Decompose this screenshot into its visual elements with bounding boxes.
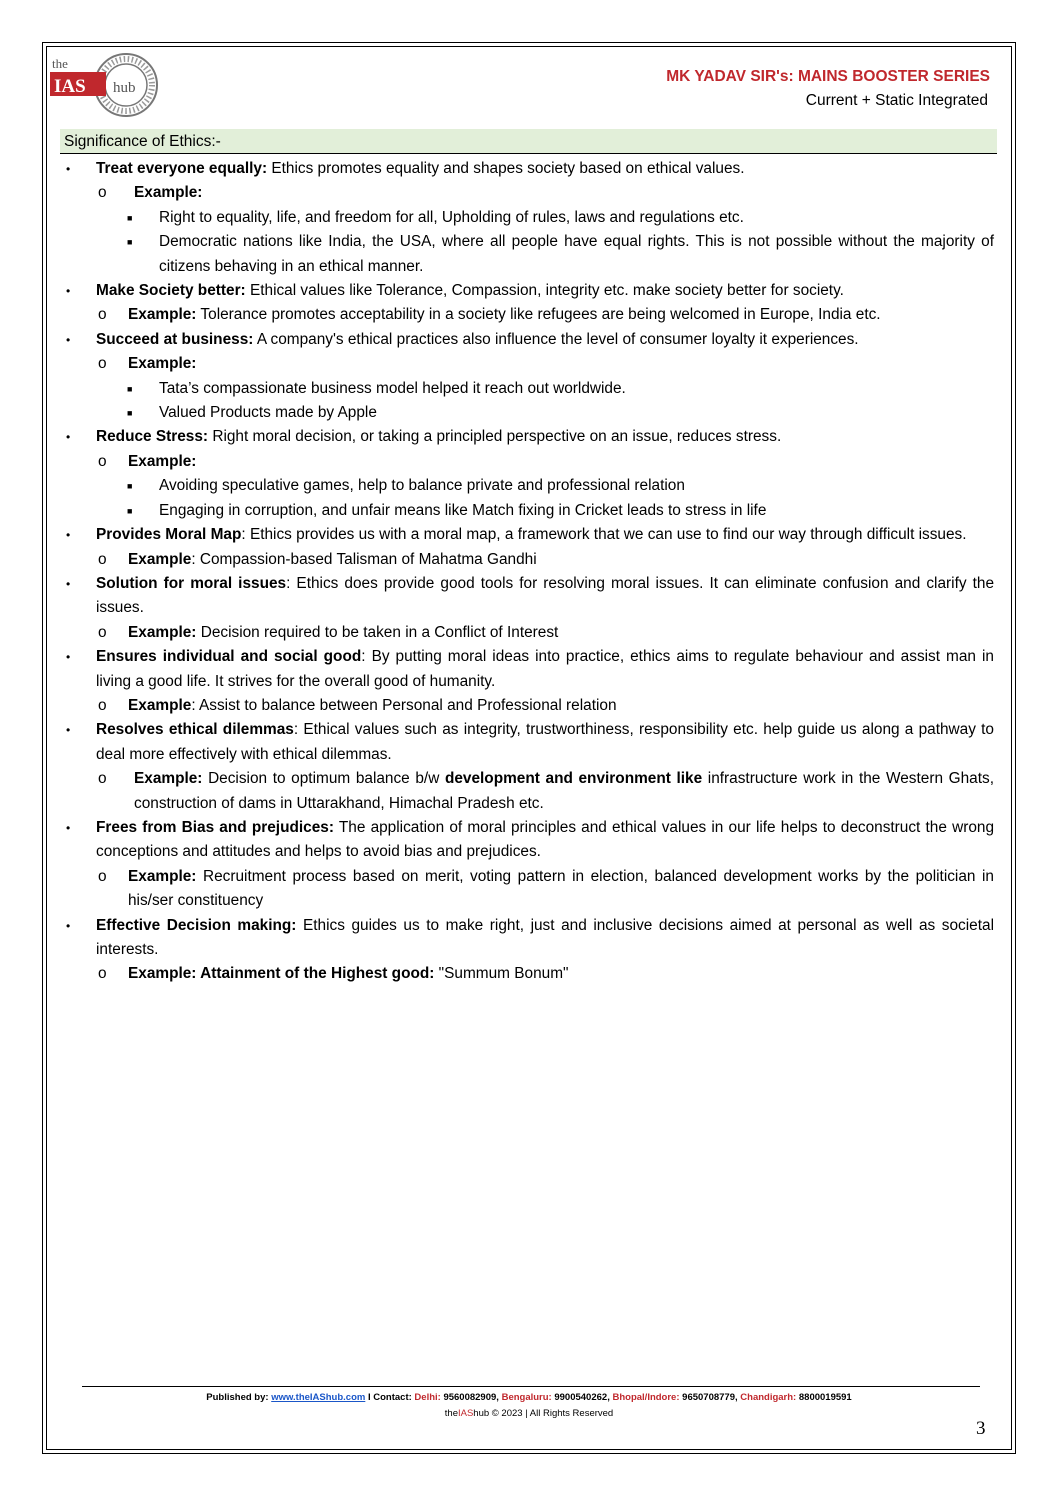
text: : Ethics provides us with a moral map, a framework that we can use to find our way through difficult issues. — [241, 526, 967, 544]
text: Ethical values like Tolerance, Compassion, integrity etc. make society better for society. — [245, 282, 844, 300]
text: Right to equality, life, and freedom for all, Upholding of rules, laws and regulations etc. — [159, 208, 744, 226]
bold-text: Example: — [128, 306, 197, 324]
bullet-marker-icon: • — [66, 576, 71, 591]
circle-marker-icon: o — [98, 623, 107, 641]
bullet-marker-icon: • — [66, 284, 71, 299]
square-marker-icon: ■ — [127, 408, 133, 419]
sub-bullet-item — [60, 206, 994, 230]
square-marker-icon: ■ — [127, 212, 133, 223]
bullet-item — [60, 425, 994, 449]
phone: 9650708779, — [679, 1392, 741, 1403]
phone: 9900540262, — [551, 1392, 613, 1403]
bullet-marker-icon: • — [66, 820, 71, 835]
example-item — [60, 303, 994, 327]
published-label: Published by: — [206, 1392, 272, 1403]
bullet-marker-icon: • — [66, 650, 71, 665]
bold-text: Succeed at business: — [96, 330, 254, 348]
text: infrastructure work in the Western Ghats, construction of dams in Uttarakhand, Himachal Pradesh etc. — [134, 770, 994, 812]
circle-marker-icon: o — [98, 355, 107, 373]
circle-marker-icon: o — [98, 965, 107, 983]
bold-text: Example — [128, 696, 192, 714]
circle-marker-icon: o — [98, 770, 107, 788]
copyright-pre: the — [444, 1408, 458, 1419]
contact-label: I Contact: — [365, 1392, 415, 1403]
sub-bullet-item — [60, 230, 994, 279]
city-label: Chandigarh: — [740, 1392, 797, 1403]
bullet-list — [60, 157, 994, 987]
example-item — [60, 181, 994, 205]
text: Democratic nations like India, the USA, where all people have equal rights. This is not possible without the majority of citizens behaving in an ethical manner. — [159, 233, 994, 275]
bullet-marker-icon: • — [66, 528, 71, 543]
bullet-marker-icon: • — [66, 918, 71, 933]
bold-text: Example: — [128, 452, 197, 470]
bold-text: Reduce Stress: — [96, 428, 209, 446]
text: A company's ethical practices also influence the level of consumer loyalty it experiences. — [253, 330, 859, 348]
bold-text: Treat everyone equally: — [96, 160, 268, 177]
text: Tata’s compassionate business model helped it reach out worldwide. — [159, 379, 626, 397]
footer-copyright — [0, 1408, 1058, 1419]
bullet-item — [60, 914, 994, 963]
bold-text: Make Society better: — [96, 282, 246, 300]
text: Valued Products made by Apple — [159, 404, 377, 422]
circle-marker-icon: o — [98, 867, 107, 885]
bold-text: Example: — [128, 867, 197, 885]
bullet-marker-icon: • — [66, 723, 71, 738]
footer-divider — [82, 1386, 980, 1387]
page-number: 3 — [976, 1418, 986, 1439]
city-label: Bhopal/Indore: — [612, 1392, 680, 1403]
website-link[interactable]: www.theIAShub.com — [271, 1392, 366, 1403]
text: The application of moral principles and ethical values in our life helps to deconstruct the wrong conceptions and attitudes and helps to avoid bias and prejudices. — [96, 818, 995, 861]
bullet-item — [60, 523, 994, 547]
bold-text: Example: — [128, 623, 197, 641]
bullet-item — [60, 279, 994, 303]
bullet-marker-icon: • — [66, 332, 71, 347]
bold-text: development and environment like — [444, 770, 703, 788]
square-marker-icon: ■ — [127, 481, 133, 492]
text: : Ethics does provide good tools for resolving moral issues. It can eliminate confusion and clarify the issues. — [96, 574, 994, 617]
bold-text: Example: — [128, 355, 197, 373]
text: Ethics promotes equality and shapes society based on ethical values. — [267, 160, 745, 177]
sub-bullet-item — [60, 499, 994, 523]
text: Tolerance promotes acceptability in a society like refugees are being welcomed in Europe, India etc. — [196, 306, 881, 324]
text: : Compassion-based Talisman of Mahatma Gandhi — [191, 550, 537, 568]
bullet-item — [60, 328, 994, 352]
bullet-item — [60, 718, 994, 767]
example-item — [60, 865, 994, 914]
example-item — [60, 694, 994, 718]
bold-text: Resolves ethical dilemmas — [96, 721, 294, 739]
bullet-item — [60, 816, 994, 865]
text: Decision to optimum balance b/w — [202, 770, 445, 788]
bullet-item — [60, 645, 994, 694]
bold-text: Example — [128, 550, 192, 568]
text: "Summum Bonum" — [434, 965, 569, 983]
bold-text: Ensures individual and social good — [96, 648, 362, 666]
bold-text: Effective Decision making: — [96, 916, 297, 934]
section-heading: Significance of Ethics:- — [60, 129, 997, 154]
circle-marker-icon: o — [98, 452, 107, 470]
sub-bullet-item — [60, 401, 994, 425]
circle-marker-icon: o — [98, 550, 107, 568]
square-marker-icon: ■ — [127, 237, 133, 248]
text: Engaging in corruption, and unfair means like Match fixing in Cricket leads to stress in life — [159, 501, 767, 519]
svg-text:the: the — [52, 56, 68, 71]
example-item — [60, 621, 994, 645]
text: Recruitment process based on merit, voting pattern in election, balanced development works by the politician in his/ser constituency — [128, 867, 994, 910]
example-item — [60, 962, 994, 986]
example-item — [60, 450, 994, 474]
series-subtitle: Current + Static Integrated — [805, 92, 988, 109]
square-marker-icon: ■ — [127, 383, 133, 394]
city-label: Delhi: — [414, 1392, 441, 1403]
bold-text: Frees from Bias and prejudices: — [96, 818, 334, 836]
example-item — [60, 352, 994, 376]
svg-text:hub: hub — [113, 80, 136, 96]
example-item — [60, 548, 994, 572]
bullet-item — [60, 157, 994, 181]
bold-text: Example: — [134, 770, 203, 788]
sub-bullet-item — [60, 377, 994, 401]
bullet-item — [60, 572, 994, 621]
text: Avoiding speculative games, help to balance private and professional relation — [159, 477, 685, 495]
text: : By putting moral ideas into practice, ethics aims to regulate behaviour and assist man in living a good life. It strives for the overall good of humanity. — [96, 648, 994, 690]
copyright-brand: IAS — [457, 1408, 474, 1419]
city-label: Bengaluru: — [501, 1392, 552, 1403]
square-marker-icon: ■ — [127, 505, 133, 516]
text: : Assist to balance between Personal and Professional relation — [191, 696, 617, 714]
svg-text:IAS: IAS — [54, 76, 86, 97]
phone: 8800019591 — [796, 1392, 852, 1403]
text: : Ethical values such as integrity, trustworthiness, responsibility etc. help guide us along a pathway to deal more effectively with ethical dilemmas. — [96, 721, 994, 763]
sub-bullet-item — [60, 474, 994, 498]
footer-contact — [0, 1392, 1058, 1403]
bold-text: Example: — [134, 184, 203, 202]
circle-marker-icon: o — [98, 184, 107, 202]
bold-text: Provides Moral Map — [96, 526, 242, 544]
text: Ethics guides us to make right, just and inclusive decisions aimed at personal as well as societal interests. — [96, 916, 994, 958]
bullet-marker-icon: • — [66, 430, 71, 445]
bold-text: Solution for moral issues — [96, 574, 287, 592]
circle-marker-icon: o — [98, 306, 107, 324]
bullet-marker-icon: • — [66, 162, 71, 176]
copyright-post: hub © 2023 | All Rights Reserved — [473, 1408, 614, 1419]
bold-text: Example: Attainment of the Highest good: — [128, 965, 435, 983]
text: Decision required to be taken in a Conflict of Interest — [196, 623, 559, 641]
text: Right moral decision, or taking a principled perspective on an issue, reduces stress. — [208, 428, 782, 446]
phone: 9560082909, — [440, 1392, 502, 1403]
the-ias-hub-logo — [50, 52, 162, 118]
example-item — [60, 767, 994, 816]
circle-marker-icon: o — [98, 696, 107, 714]
series-title: MK YADAV SIR's: MAINS BOOSTER SERIES — [666, 68, 990, 85]
